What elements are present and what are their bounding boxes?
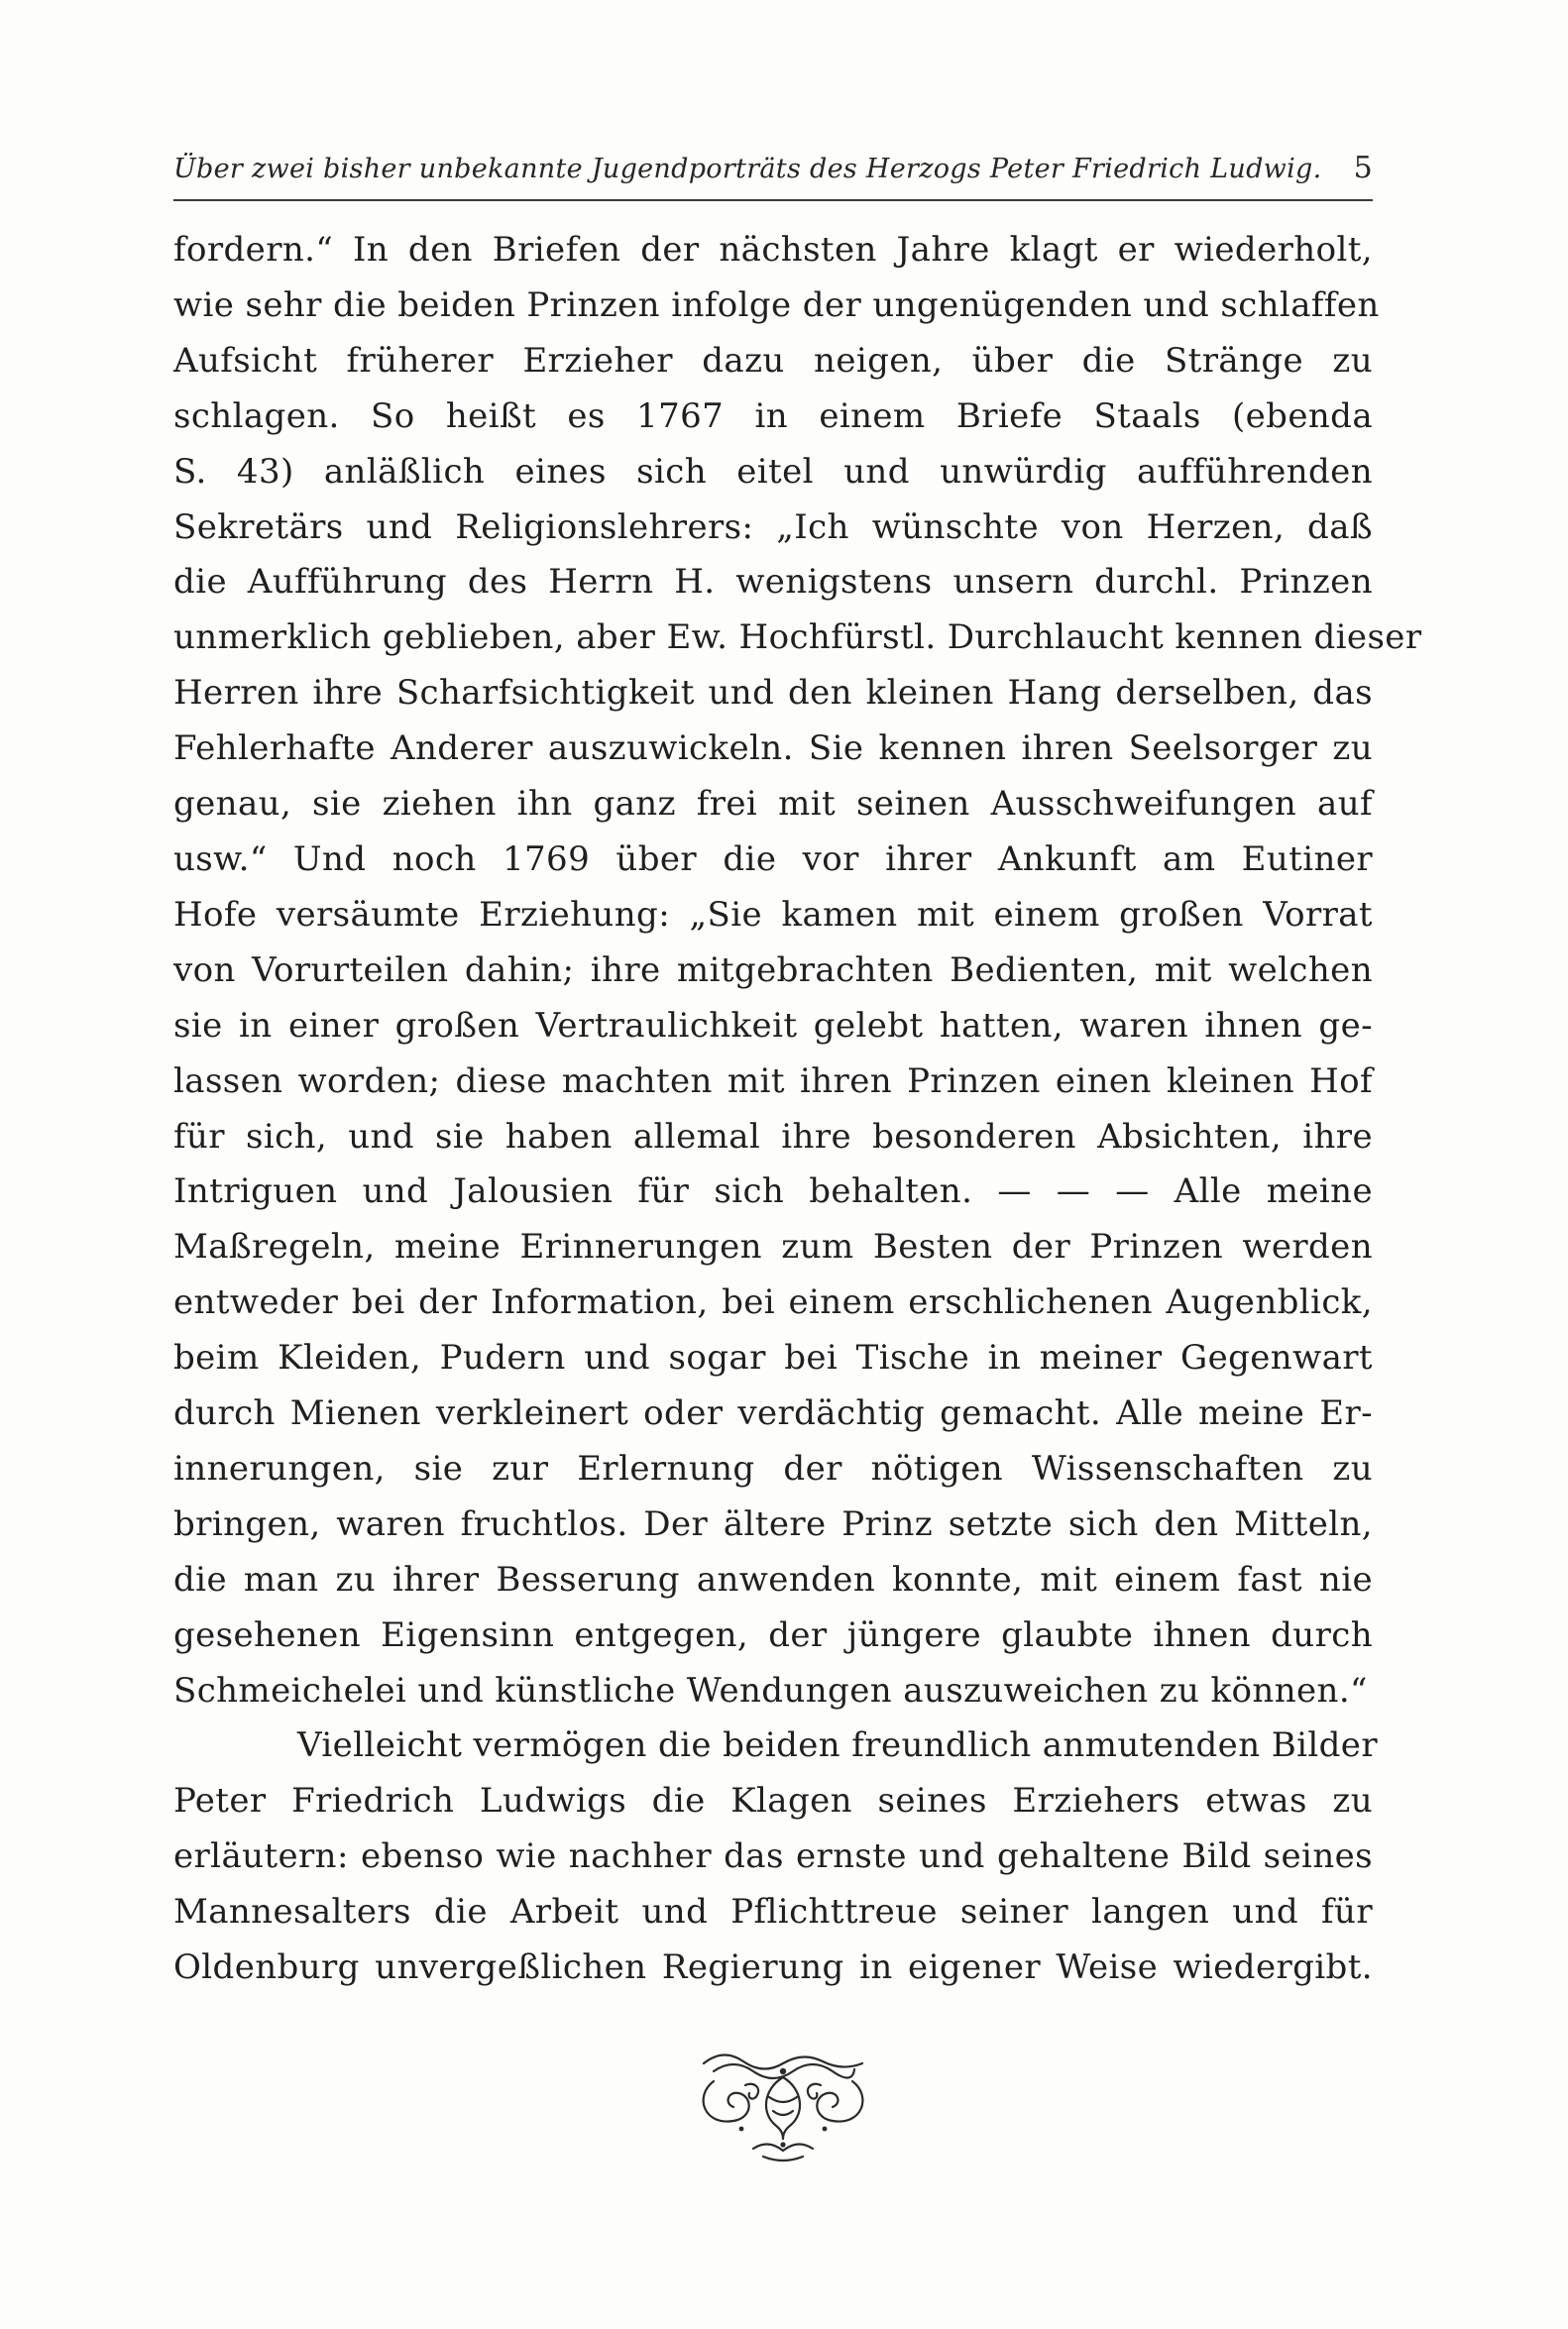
running-head-title: Über zwei bisher unbekannte Jugendporträts des Herzogs Peter Friedrich Ludwig.: [173, 154, 1322, 184]
text-line: Sekretärs und Religionslehrers: „Ich wünschte von Herzen, daß: [173, 506, 1373, 547]
text-line: Aufsicht früherer Erzieher dazu neigen, über die Stränge zu: [173, 340, 1373, 381]
text-line: Oldenburg unvergeßlichen Regierung in eigener Weise wiedergibt.: [173, 1947, 1373, 1988]
text-line: durch Mienen verkleinert oder verdächtig gemacht. Alle meine Er-: [173, 1393, 1373, 1434]
text-line: Peter Friedrich Ludwigs die Klagen seines Erziehers etwas zu: [173, 1781, 1373, 1822]
text-line: entweder bei der Information, bei einem erschlichenen Augenblick,: [173, 1282, 1373, 1323]
text-line: erläutern: ebenso wie nachher das ernste und gehaltene Bild seines: [173, 1836, 1373, 1877]
text-line: fordern.“ In den Briefen der nächsten Jahre klagt er wiederholt,: [173, 230, 1373, 270]
text-line: die Aufführung des Herrn H. wenigstens unsern durchl. Prinzen: [173, 562, 1373, 603]
text-line: genau, sie ziehen ihn ganz frei mit seinen Ausschweifungen auf: [173, 784, 1373, 825]
running-head: [173, 151, 1373, 190]
text-line: sie in einer großen Vertraulichkeit gelebt hatten, waren ihnen ge-: [173, 1005, 1373, 1046]
text-line: von Vorurteilen dahin; ihre mitgebrachten Bedienten, mit welchen: [173, 949, 1373, 990]
text-line: lassen worden; diese machten mit ihren Prinzen einen kleinen Hof: [173, 1060, 1373, 1101]
text-line: schlagen. So heißt es 1767 in einem Briefe Staals (ebenda: [173, 395, 1373, 436]
text-line: wie sehr die beiden Prinzen infolge der ungenügenden und schlaffen: [173, 284, 1380, 325]
text-line: innerungen, sie zur Erlernung der nötigen Wissenschaften zu: [173, 1448, 1373, 1489]
text-line: Fehlerhafte Anderer auszuwickeln. Sie kennen ihren Seelsorger zu: [173, 728, 1373, 769]
header-rule: [173, 199, 1373, 201]
text-line: gesehenen Eigensinn entgegen, der jüngere glaubte ihnen durch: [173, 1614, 1373, 1655]
text-line: Schmeichelei und künstliche Wendungen auszuweichen zu können.“: [173, 1670, 1368, 1711]
text-line: Intriguen und Jalousien für sich behalten. — — — Alle meine: [173, 1171, 1373, 1212]
text-line: Vielleicht vermögen die beiden freundlich anmutenden Bilder: [297, 1725, 1378, 1766]
text-line: usw.“ Und noch 1769 über die vor ihrer Ankunft am Eutiner: [173, 838, 1373, 879]
page-number: 5: [1353, 151, 1373, 185]
text-line: Herren ihre Scharfsichtigkeit und den kleinen Hang derselben, das: [173, 673, 1373, 714]
text-line: Hofe versäumte Erziehung: „Sie kamen mit einem großen Vorrat: [173, 894, 1373, 935]
text-line: beim Kleiden, Pudern und sogar bei Tische in meiner Gegenwart: [173, 1338, 1373, 1379]
text-line: S. 43) anläßlich eines sich eitel und unwürdig aufführenden: [173, 451, 1373, 492]
body-text: [173, 223, 1422, 1996]
floral-vignette-icon: [684, 2042, 882, 2170]
text-line: bringen, waren fruchtlos. Der ältere Prinz setzte sich den Mitteln,: [173, 1503, 1373, 1544]
text-line: für sich, und sie haben allemal ihre besonderen Absichten, ihre: [173, 1116, 1373, 1157]
text-line: die man zu ihrer Besserung anwenden konnte, mit einem fast nie: [173, 1559, 1373, 1600]
text-line: Maßregeln, meine Erinnerungen zum Besten der Prinzen werden: [173, 1227, 1373, 1268]
text-line: Mannesalters die Arbeit und Pflichttreue seiner langen und für: [173, 1892, 1373, 1933]
text-line: unmerklich geblieben, aber Ew. Hochfürstl. Durchlaucht kennen dieser: [173, 617, 1422, 658]
